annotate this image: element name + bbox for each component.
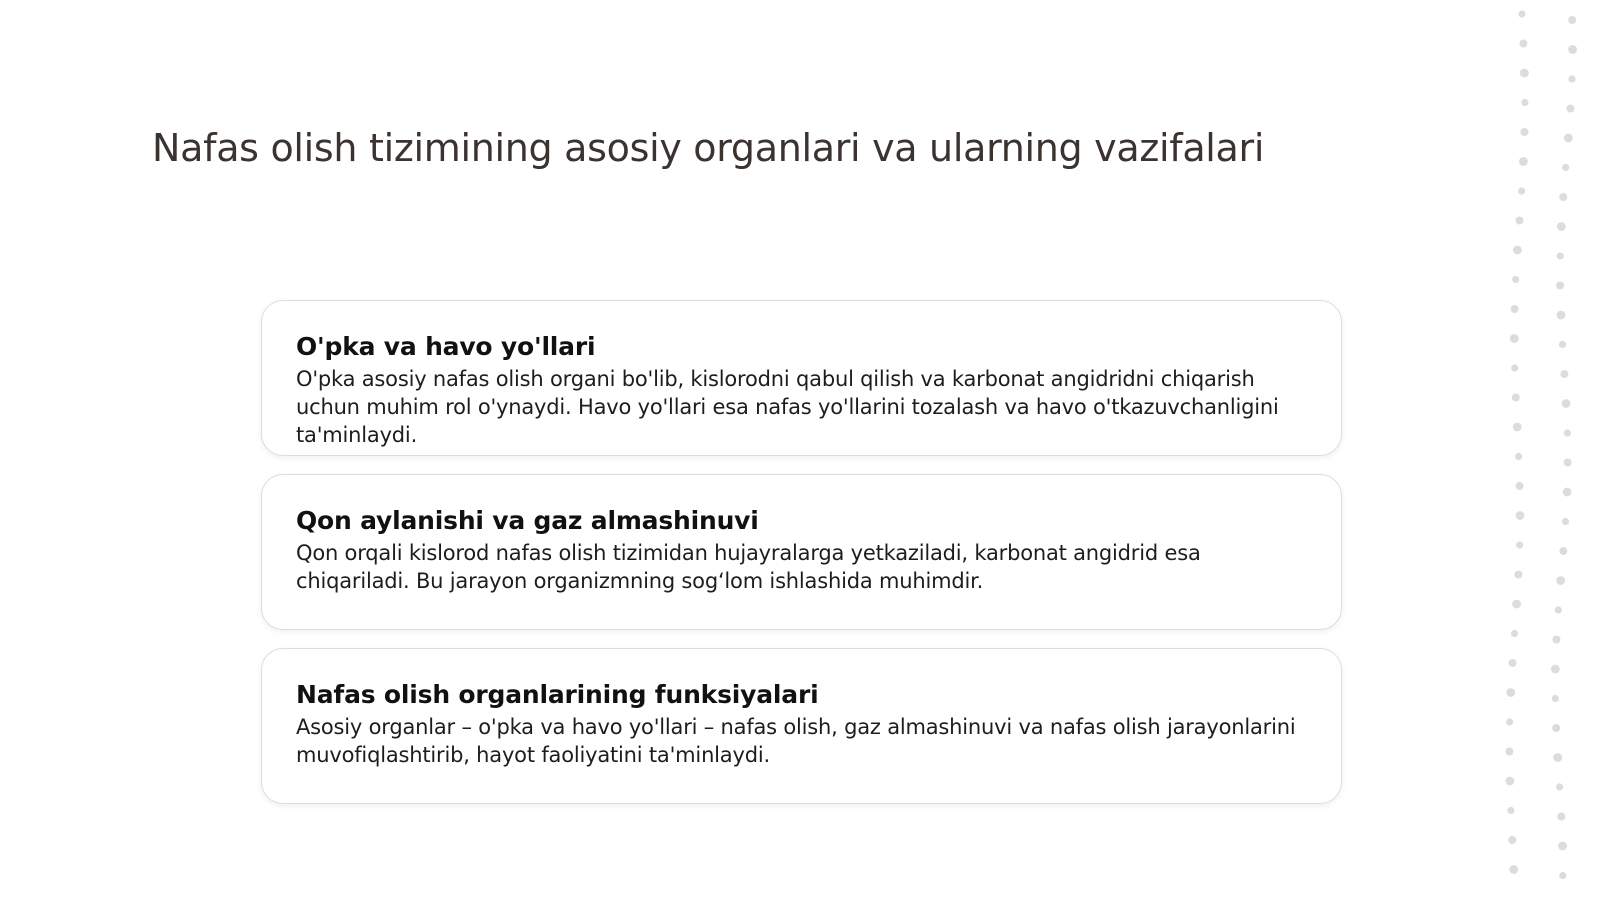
decorative-dot — [1511, 364, 1518, 371]
decorative-dot — [1552, 636, 1560, 644]
decorative-dot-pattern — [1450, 0, 1600, 899]
card-title: O'pka va havo yo'llari — [296, 332, 596, 361]
decorative-dot — [1506, 718, 1513, 725]
decorative-dot — [1516, 217, 1524, 225]
decorative-dot — [1505, 748, 1513, 756]
decorative-dot — [1506, 777, 1515, 786]
decorative-dot — [1513, 423, 1522, 432]
decorative-dot — [1556, 783, 1563, 790]
card-blood-circulation — [261, 474, 1342, 630]
decorative-dot — [1519, 40, 1527, 48]
card-text: O'pka asosiy nafas olish organi bo'lib, kislorodni qabul qilish va karbonat angidridni chiqarish uchun muhim rol o'ynaydi. Havo yo'llari esa nafas yo'llarini tozalash va havo o'tkazuvchanligini ta'minlaydi. — [296, 367, 1279, 447]
decorative-dot — [1568, 45, 1577, 54]
card-title: Qon aylanishi va gaz almashinuvi — [296, 506, 759, 535]
decorative-dot — [1513, 246, 1522, 255]
decorative-dot — [1552, 724, 1560, 732]
decorative-dot — [1562, 518, 1569, 525]
decorative-dot — [1518, 187, 1525, 194]
decorative-dot — [1558, 842, 1567, 851]
decorative-dot — [1551, 665, 1560, 674]
decorative-dot — [1568, 75, 1575, 82]
decorative-dot — [1562, 164, 1569, 171]
card-text: Qon orqali kislorod nafas olish tizimidan hujayralarga yetkaziladi, karbonat angidrid esa chiqariladi. Bu jarayon organizmning sog‘lom ishlashida muhimdir. — [296, 541, 1201, 593]
decorative-dot — [1564, 459, 1572, 467]
decorative-dot — [1555, 606, 1562, 613]
decorative-dot — [1518, 10, 1525, 17]
card-title: Nafas olish organlarining funksiyalari — [296, 680, 819, 709]
decorative-dot — [1512, 600, 1521, 609]
decorative-dot — [1559, 547, 1567, 555]
decorative-dot — [1567, 105, 1575, 113]
decorative-dot — [1519, 157, 1528, 166]
decorative-dot — [1509, 865, 1518, 874]
decorative-dot — [1512, 276, 1519, 283]
decorative-dot — [1553, 753, 1562, 762]
decorative-dot — [1516, 482, 1524, 490]
card-organ-functions — [261, 648, 1342, 804]
decorative-dot — [1559, 193, 1567, 201]
decorative-dot — [1507, 807, 1514, 814]
decorative-dot — [1552, 695, 1559, 702]
decorative-dot — [1557, 222, 1566, 231]
decorative-dot — [1516, 541, 1523, 548]
slide-title: Nafas olish tizimining asosiy organlari va ularning vazifalari — [152, 126, 1265, 170]
decorative-dot — [1508, 836, 1516, 844]
decorative-dot — [1564, 134, 1573, 143]
decorative-dot — [1557, 813, 1565, 821]
decorative-dot — [1512, 394, 1520, 402]
decorative-dot — [1510, 334, 1519, 343]
card-lungs-airways — [261, 300, 1342, 456]
decorative-dot — [1511, 305, 1519, 313]
decorative-dot — [1521, 99, 1528, 106]
decorative-dot — [1509, 659, 1517, 667]
decorative-dot — [1520, 69, 1529, 78]
decorative-dot — [1562, 399, 1571, 408]
decorative-dot — [1564, 429, 1571, 436]
decorative-dot — [1557, 252, 1564, 259]
decorative-dot — [1506, 688, 1515, 697]
decorative-dot — [1516, 511, 1525, 520]
decorative-dot — [1568, 16, 1576, 24]
decorative-dot — [1556, 282, 1564, 290]
decorative-dot — [1515, 453, 1522, 460]
decorative-dot — [1559, 341, 1566, 348]
decorative-dot — [1557, 311, 1566, 320]
decorative-dot — [1563, 488, 1572, 497]
card-text: Asosiy organlar – o'pka va havo yo'llari – nafas olish, gaz almashinuvi va nafas olish jarayonlarini muvofiqlashtirib, hayot faoliyatini ta'minlaydi. — [296, 715, 1296, 767]
decorative-dot — [1514, 571, 1522, 579]
decorative-dot — [1559, 872, 1566, 879]
decorative-dot — [1521, 128, 1529, 136]
decorative-dot — [1511, 630, 1518, 637]
decorative-dot — [1556, 576, 1565, 585]
decorative-dot — [1560, 370, 1568, 378]
card-list — [261, 300, 1342, 822]
